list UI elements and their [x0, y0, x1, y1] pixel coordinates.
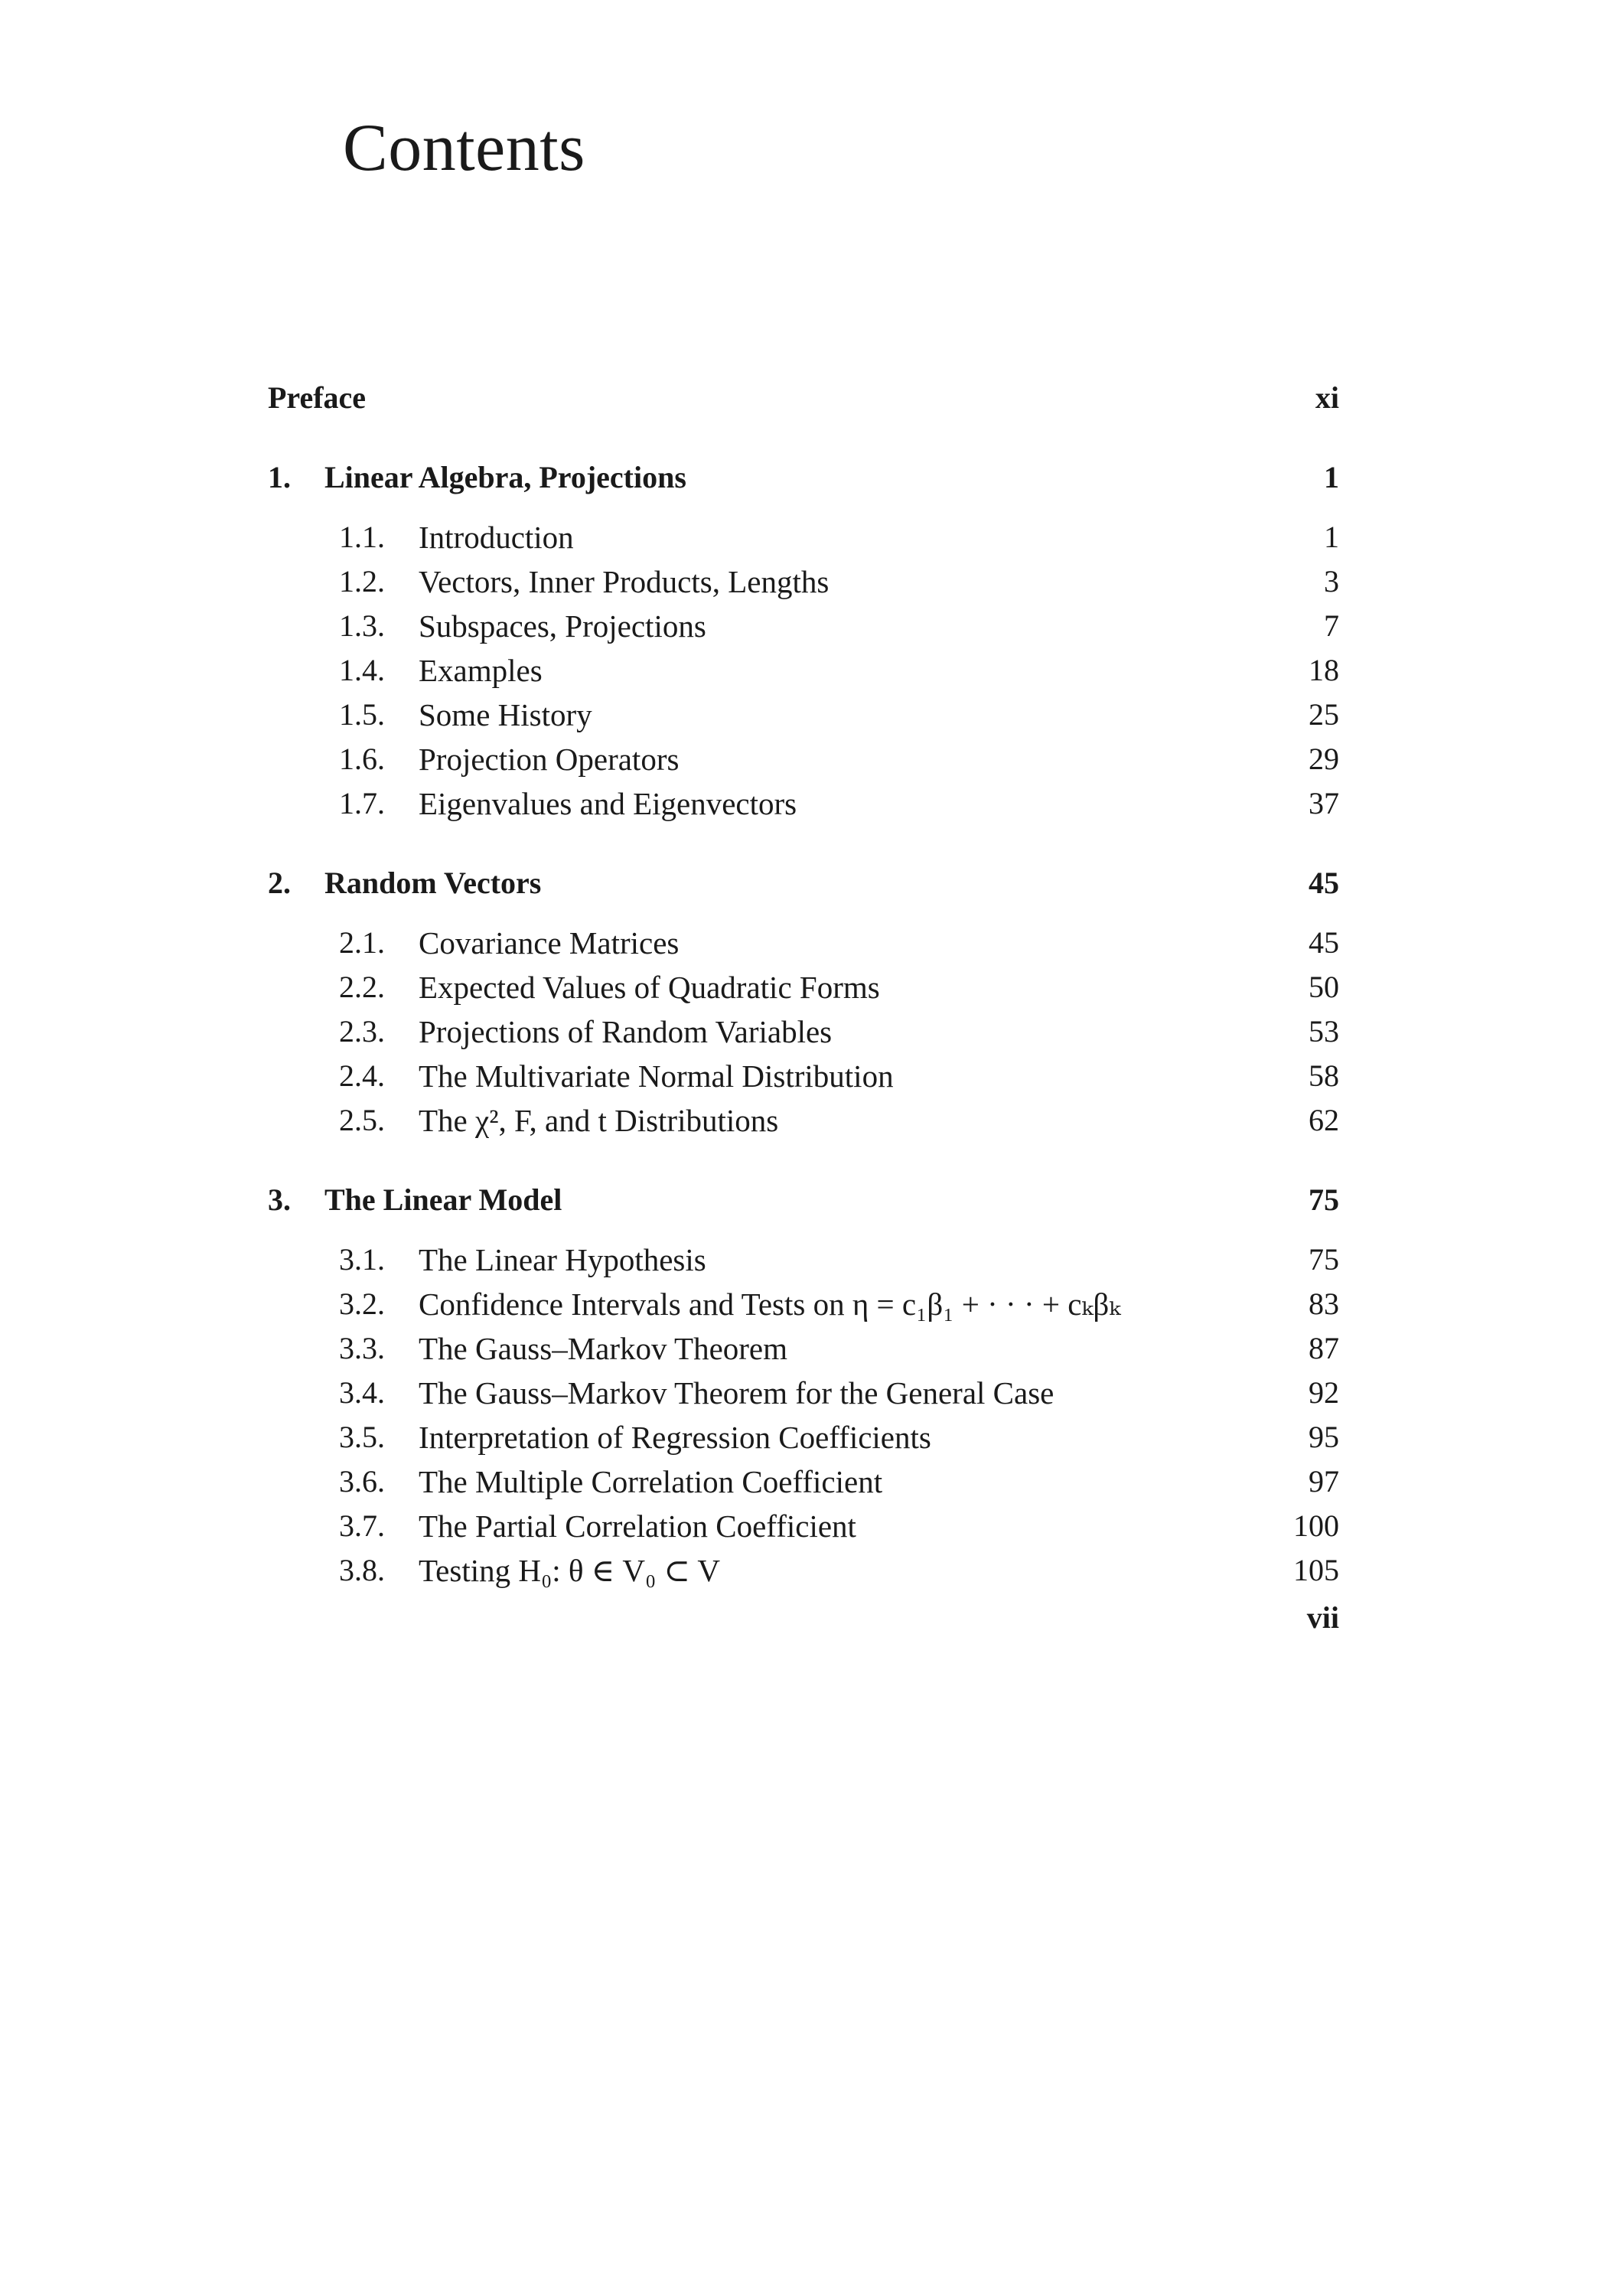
chapter-number: 3. [268, 1182, 291, 1217]
section-page: 1 [1324, 520, 1339, 554]
toc-entry-page: xi [1315, 380, 1339, 415]
toc-section[interactable] [268, 557, 1339, 602]
section-title: Covariance Matrices [419, 925, 680, 960]
section-page: 50 [1309, 970, 1339, 1004]
toc-section[interactable] [268, 735, 1339, 779]
section-number: 3.1. [339, 1242, 385, 1277]
section-page: 83 [1309, 1287, 1339, 1321]
chapter-title: Random Vectors [324, 866, 542, 900]
section-page: 18 [1309, 653, 1339, 687]
section-title: The Multivariate Normal Distribution [419, 1058, 894, 1094]
toc-section[interactable] [268, 1368, 1339, 1413]
section-number: 1.5. [339, 697, 385, 732]
section-page: 3 [1324, 564, 1339, 598]
chapter-title: The Linear Model [324, 1182, 562, 1217]
section-number: 3.7. [339, 1508, 385, 1543]
section-page: 100 [1293, 1508, 1339, 1543]
chapter-page: 45 [1309, 866, 1339, 900]
toc-section[interactable] [268, 1457, 1339, 1502]
section-number: 1.6. [339, 742, 385, 776]
section-number: 1.3. [339, 608, 385, 643]
toc-section[interactable] [268, 690, 1339, 735]
section-title: Examples [419, 653, 543, 688]
toc-section[interactable] [268, 513, 1339, 557]
section-page: 75 [1309, 1242, 1339, 1277]
toc-section[interactable] [268, 602, 1339, 646]
page-title: Contents [343, 111, 585, 185]
section-number: 3.6. [339, 1464, 385, 1499]
section-page: 58 [1309, 1058, 1339, 1093]
section-title: Projections of Random Variables [419, 1014, 833, 1049]
section-page: 97 [1309, 1464, 1339, 1499]
toc-section[interactable] [268, 1052, 1339, 1096]
toc-chapter-1[interactable] [268, 453, 1339, 497]
toc-section[interactable] [268, 963, 1339, 1007]
section-number: 1.4. [339, 653, 385, 687]
toc-section[interactable] [268, 1007, 1339, 1052]
section-page: 37 [1309, 786, 1339, 820]
toc-entry-preface[interactable] [268, 373, 1339, 418]
toc-section[interactable] [268, 918, 1339, 963]
chapter-page: 1 [1324, 460, 1339, 494]
section-page: 105 [1293, 1553, 1339, 1587]
chapter-title: Linear Algebra, Projections [324, 460, 686, 494]
section-title: Vectors, Inner Products, Lengths [419, 564, 830, 599]
section-number: 3.2. [339, 1287, 385, 1321]
chapter-page: 75 [1309, 1182, 1339, 1217]
section-page: 87 [1309, 1331, 1339, 1365]
section-page: 53 [1309, 1014, 1339, 1049]
section-title: Some History [419, 697, 592, 732]
section-page: 29 [1309, 742, 1339, 776]
section-title: Confidence Intervals and Tests on η = c₁β₁ + · · · + cₖβₖ [419, 1287, 1121, 1322]
section-title: Subspaces, Projections [419, 608, 706, 644]
toc-section[interactable] [268, 1280, 1339, 1324]
section-number: 3.8. [339, 1553, 385, 1587]
section-title: Expected Values of Quadratic Forms [419, 970, 880, 1005]
section-title: Interpretation of Regression Coefficients [419, 1420, 931, 1455]
toc-chapter-3[interactable] [268, 1176, 1339, 1220]
section-title: Testing H₀: θ ∈ V₀ ⊂ V [419, 1553, 721, 1588]
section-title: The Gauss–Markov Theorem for the General Case [419, 1375, 1054, 1411]
section-page: 95 [1309, 1420, 1339, 1454]
toc-section[interactable] [268, 1546, 1339, 1590]
section-title: The χ², F, and t Distributions [419, 1103, 779, 1138]
section-title: The Linear Hypothesis [419, 1242, 706, 1277]
section-title: The Gauss–Markov Theorem [419, 1331, 788, 1366]
section-number: 1.2. [339, 564, 385, 598]
page-folio: vii [1306, 1600, 1339, 1635]
toc-section[interactable] [268, 1413, 1339, 1457]
section-number: 3.5. [339, 1420, 385, 1454]
section-number: 3.3. [339, 1331, 385, 1365]
chapter-number: 1. [268, 460, 291, 494]
section-number: 2.2. [339, 970, 385, 1004]
section-page: 92 [1309, 1375, 1339, 1410]
toc-section[interactable] [268, 1324, 1339, 1368]
table-of-contents [268, 373, 1339, 1590]
section-number: 3.4. [339, 1375, 385, 1410]
section-page: 7 [1324, 608, 1339, 643]
toc-section[interactable] [268, 646, 1339, 690]
section-page: 62 [1309, 1103, 1339, 1137]
section-number: 2.5. [339, 1103, 385, 1137]
section-number: 2.4. [339, 1058, 385, 1093]
toc-section[interactable] [268, 779, 1339, 823]
section-title: Projection Operators [419, 742, 680, 777]
section-page: 45 [1309, 925, 1339, 960]
section-number: 1.7. [339, 786, 385, 820]
chapter-number: 2. [268, 866, 291, 900]
section-title: Introduction [419, 520, 574, 555]
toc-chapter-2[interactable] [268, 859, 1339, 903]
toc-section[interactable] [268, 1235, 1339, 1280]
toc-section[interactable] [268, 1096, 1339, 1140]
toc-entry-title: Preface [268, 380, 367, 415]
section-number: 2.3. [339, 1014, 385, 1049]
section-page: 25 [1309, 697, 1339, 732]
section-number: 2.1. [339, 925, 385, 960]
section-title: Eigenvalues and Eigenvectors [419, 786, 797, 821]
section-number: 1.1. [339, 520, 385, 554]
toc-section[interactable] [268, 1502, 1339, 1546]
section-title: The Multiple Correlation Coefficient [419, 1464, 883, 1499]
section-title: The Partial Correlation Coefficient [419, 1508, 856, 1544]
